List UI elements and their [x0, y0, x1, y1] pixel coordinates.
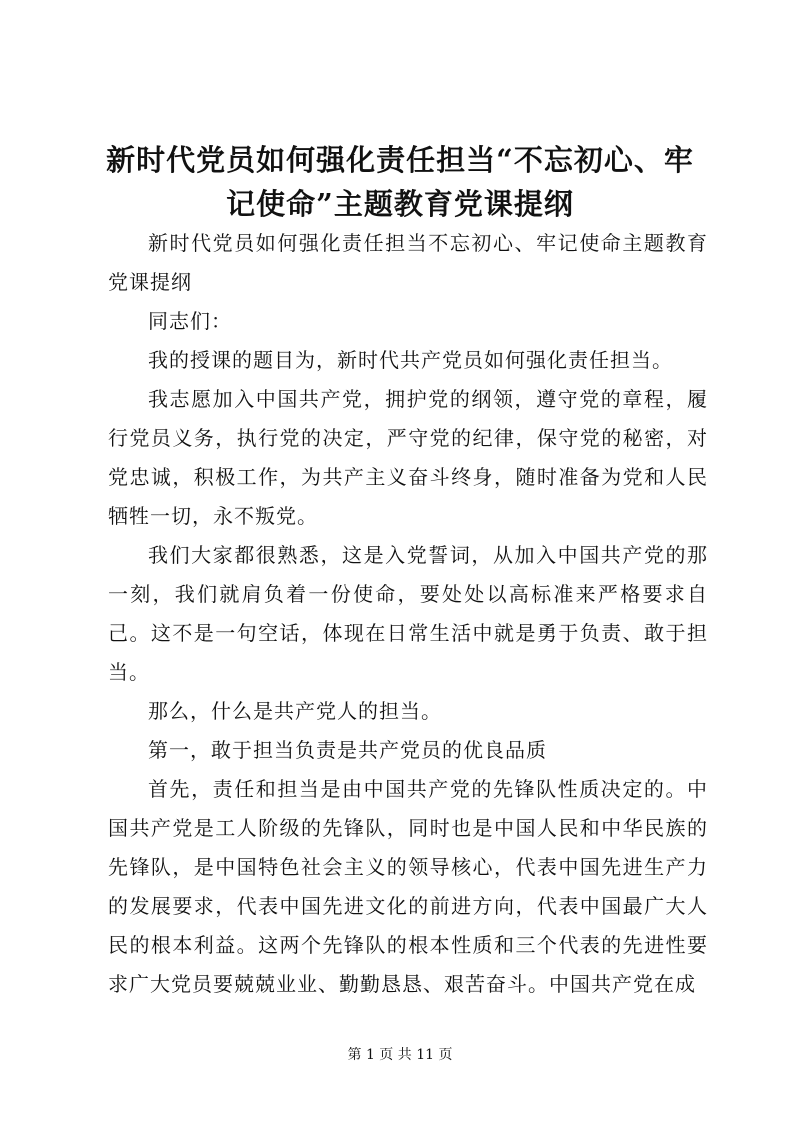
paragraph-vanguard: 首先，责任和担当是由中国共产党的先锋队性质决定的。中国共产党是工人阶级的先锋队，同时也是中国人民和中华民族的先锋队，是中国特色社会主义的领导核心，代表中国先进生产力的发展要求，代表中国先进文化的前进方向，代表中国最广大人民的根本利益。这两个先锋队的根本性质和三个代表的先进性要求广大党员要兢兢业业、勤勤恳恳、艰苦奋斗。中国共产党在成 [108, 777, 708, 996]
paragraph-oath-comment: 我们大家都很熟悉，这是入党誓词，从加入中国共产党的那一刻，我们就肩负着一份使命，要处处以高标准来严格要求自己。这不是一句空话，体现在日常生活中就是勇于负责、敢于担当。 [108, 543, 708, 684]
paragraph-oath: 我志愿加入中国共产党，拥护党的纲领，遵守党的章程，履行党员义务，执行党的决定，严守党的纪律，保守党的秘密，对党忠诚，积极工作，为共产主义奋斗终身，随时准备为党和人民牺牲一切，永不叛党。 [108, 387, 708, 528]
paragraph-question: 那么，什么是共产党人的担当。 [148, 699, 442, 723]
paragraph-subtitle: 新时代党员如何强化责任担当不忘初心、牢记使命主题教育党课提纲 [108, 231, 708, 294]
paragraph-topic: 我的授课的题目为，新时代共产党员如何强化责任担当。 [148, 348, 673, 372]
paragraph-greeting: 同志们： [148, 309, 232, 333]
page-footer: 第 1 页 共 11 页 [347, 1047, 453, 1063]
document-title: 新时代党员如何强化责任担当“不忘初心、牢记使命”主题教育党课提纲 [106, 143, 694, 221]
document-body [108, 224, 708, 1004]
paragraph-section-heading: 第一，敢于担当负责是共产党员的优良品质 [148, 738, 547, 762]
